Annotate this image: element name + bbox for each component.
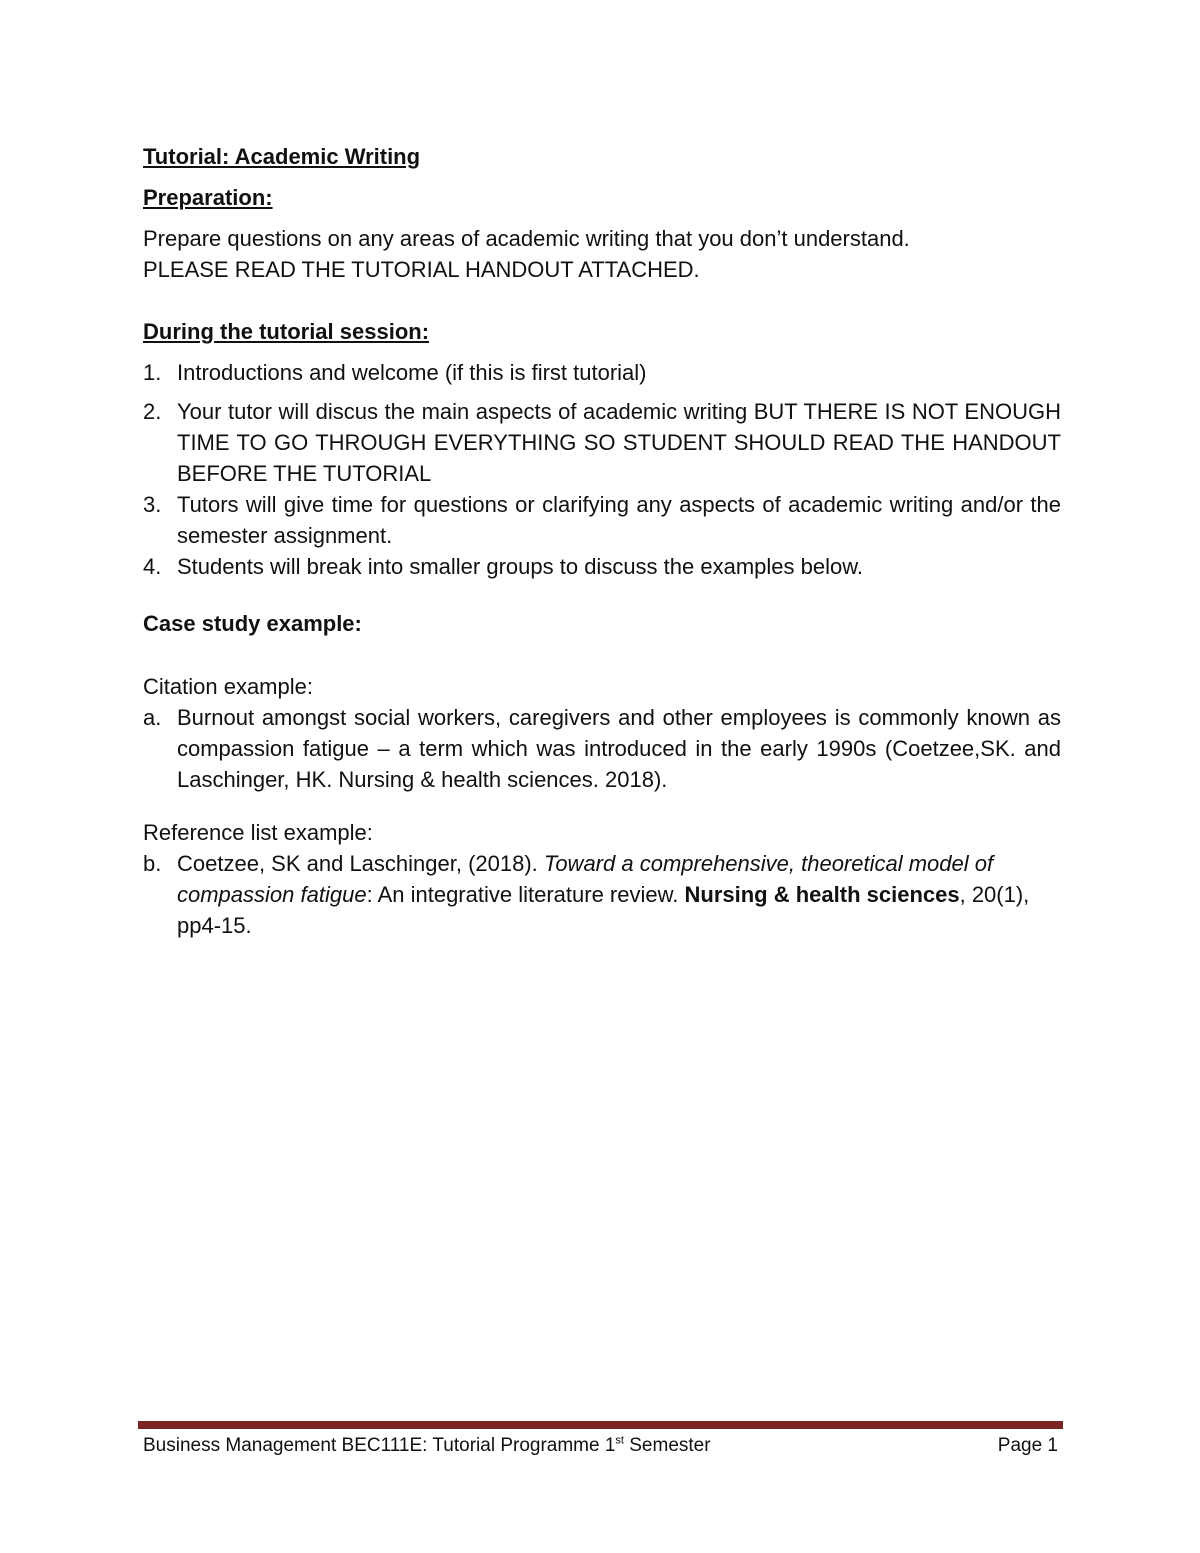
- document-title: Tutorial: Academic Writing: [143, 144, 421, 169]
- list-item: [143, 848, 1061, 941]
- citation-example-list: [143, 702, 1061, 795]
- list-item: [143, 702, 1061, 795]
- list-marker: a.: [143, 705, 162, 730]
- case-study-heading: Case study example:: [143, 611, 362, 636]
- list-marker: 1.: [143, 360, 162, 385]
- list-marker: 2.: [143, 399, 162, 424]
- preparation-text: Prepare questions on any areas of academic writing that you don’t understand.: [143, 226, 910, 251]
- spacer: [143, 582, 1061, 608]
- footer-course-text: Business Management BEC111E: Tutorial Programme 1: [143, 1435, 616, 1456]
- page-number: Page 1: [997, 1435, 1058, 1456]
- citation-example-label: Citation example:: [143, 674, 313, 699]
- list-item: [143, 357, 1061, 388]
- preparation-heading: Preparation:: [143, 185, 273, 210]
- spacer: [143, 795, 1061, 817]
- session-steps-list: [143, 357, 1061, 582]
- reference-article-title: Toward a comprehensive, theoretical model of compassion fatigue: [177, 851, 994, 907]
- footer-course-info: [143, 1433, 711, 1459]
- reference-journal: Nursing & health sciences: [684, 882, 960, 907]
- reference-example-label: Reference list example:: [143, 820, 373, 845]
- list-item-text: Introductions and welcome (if this is first tutorial): [177, 360, 647, 385]
- citation-text: Burnout amongst social workers, caregivers and other employees is commonly known as compassion fatigue – a term which was introduced in the early 1990s (Coetzee,SK. and Laschinger, HK. Nursing & health sciences. 2018).: [177, 705, 1061, 792]
- list-item: [143, 489, 1061, 551]
- list-item: [143, 396, 1061, 489]
- list-item-text: Your tutor will discus the main aspects of academic writing BUT THERE IS NOT ENOUGH TIME TO GO THROUGH EVERYTHING SO STUDENT SHOULD READ THE HANDOUT BEFORE THE TUTORIAL: [177, 399, 1061, 486]
- list-item-text: Students will break into smaller groups to discuss the examples below.: [177, 554, 864, 579]
- footer-divider: [138, 1421, 1063, 1429]
- list-marker: 4.: [143, 554, 162, 579]
- footer-ordinal-suffix: st: [615, 1434, 624, 1447]
- list-marker: 3.: [143, 492, 162, 517]
- reference-authors: Coetzee, SK and Laschinger, (2018).: [177, 851, 544, 876]
- list-item: [143, 551, 1061, 582]
- reference-example-list: [143, 848, 1061, 941]
- spacer: [143, 649, 1061, 671]
- reference-subtitle: : An integrative literature review.: [366, 882, 685, 907]
- footer-semester-text: Semester: [623, 1435, 711, 1456]
- page-footer: [143, 1433, 1058, 1459]
- list-marker: b.: [143, 851, 162, 876]
- reference-volume-pages: , 20(1), pp4-15.: [177, 882, 1030, 938]
- document-body: [143, 141, 1061, 941]
- list-item-text: Tutors will give time for questions or clarifying any aspects of academic writing and/or the semester assignment.: [177, 492, 1061, 548]
- during-session-heading: During the tutorial session:: [143, 319, 430, 344]
- spacer: [143, 285, 1061, 316]
- preparation-notice: PLEASE READ THE TUTORIAL HANDOUT ATTACHED.: [143, 257, 700, 282]
